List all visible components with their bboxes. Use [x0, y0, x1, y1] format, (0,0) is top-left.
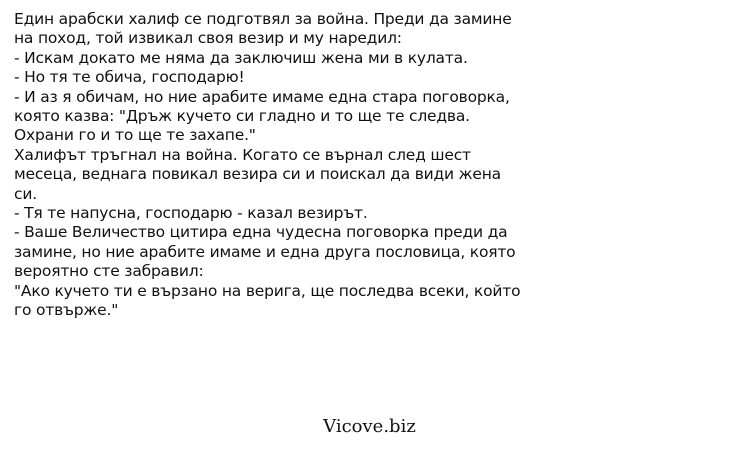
joke-text [14, 10, 734, 321]
joke-line: Охрани го и то ще те захапе." [14, 126, 256, 145]
joke-line: на поход, той извикал своя везир и му наредил: [14, 29, 402, 48]
joke-line: - Искам докато ме няма да заключиш жена ми в кулата. [14, 48, 468, 67]
joke-line: замине, но ние арабите имаме и една друга пословица, която [14, 242, 516, 261]
joke-line: - Ваше Величество цитира една чудесна поговорка преди да [14, 223, 508, 242]
site-watermark: Vicove.biz [323, 416, 416, 437]
joke-line: месеца, веднага повикал везира си и поискал да види жена [14, 165, 501, 184]
joke-line: - И аз я обичам, но ние арабите имаме една стара поговорка, [14, 87, 510, 106]
joke-line: "Ако кучето ти е вързано на верига, ще последва всеки, който [14, 281, 521, 300]
joke-line: го отвърже." [14, 301, 119, 320]
joke-line: която казва: "Дръж кучето си гладно и то ще те следва. [14, 107, 470, 126]
joke-line: си. [14, 184, 37, 203]
joke-line: - Тя те напусна, господарю - казал везирът. [14, 204, 368, 223]
joke-line: Халифът тръгнал на война. Когато се върнал след шест [14, 145, 471, 164]
joke-line: - Но тя те обича, господарю! [14, 68, 245, 87]
joke-line: вероятно сте забравил: [14, 262, 204, 281]
joke-line: Един арабски халиф се подготвял за война. Преди да замине [14, 10, 512, 28]
